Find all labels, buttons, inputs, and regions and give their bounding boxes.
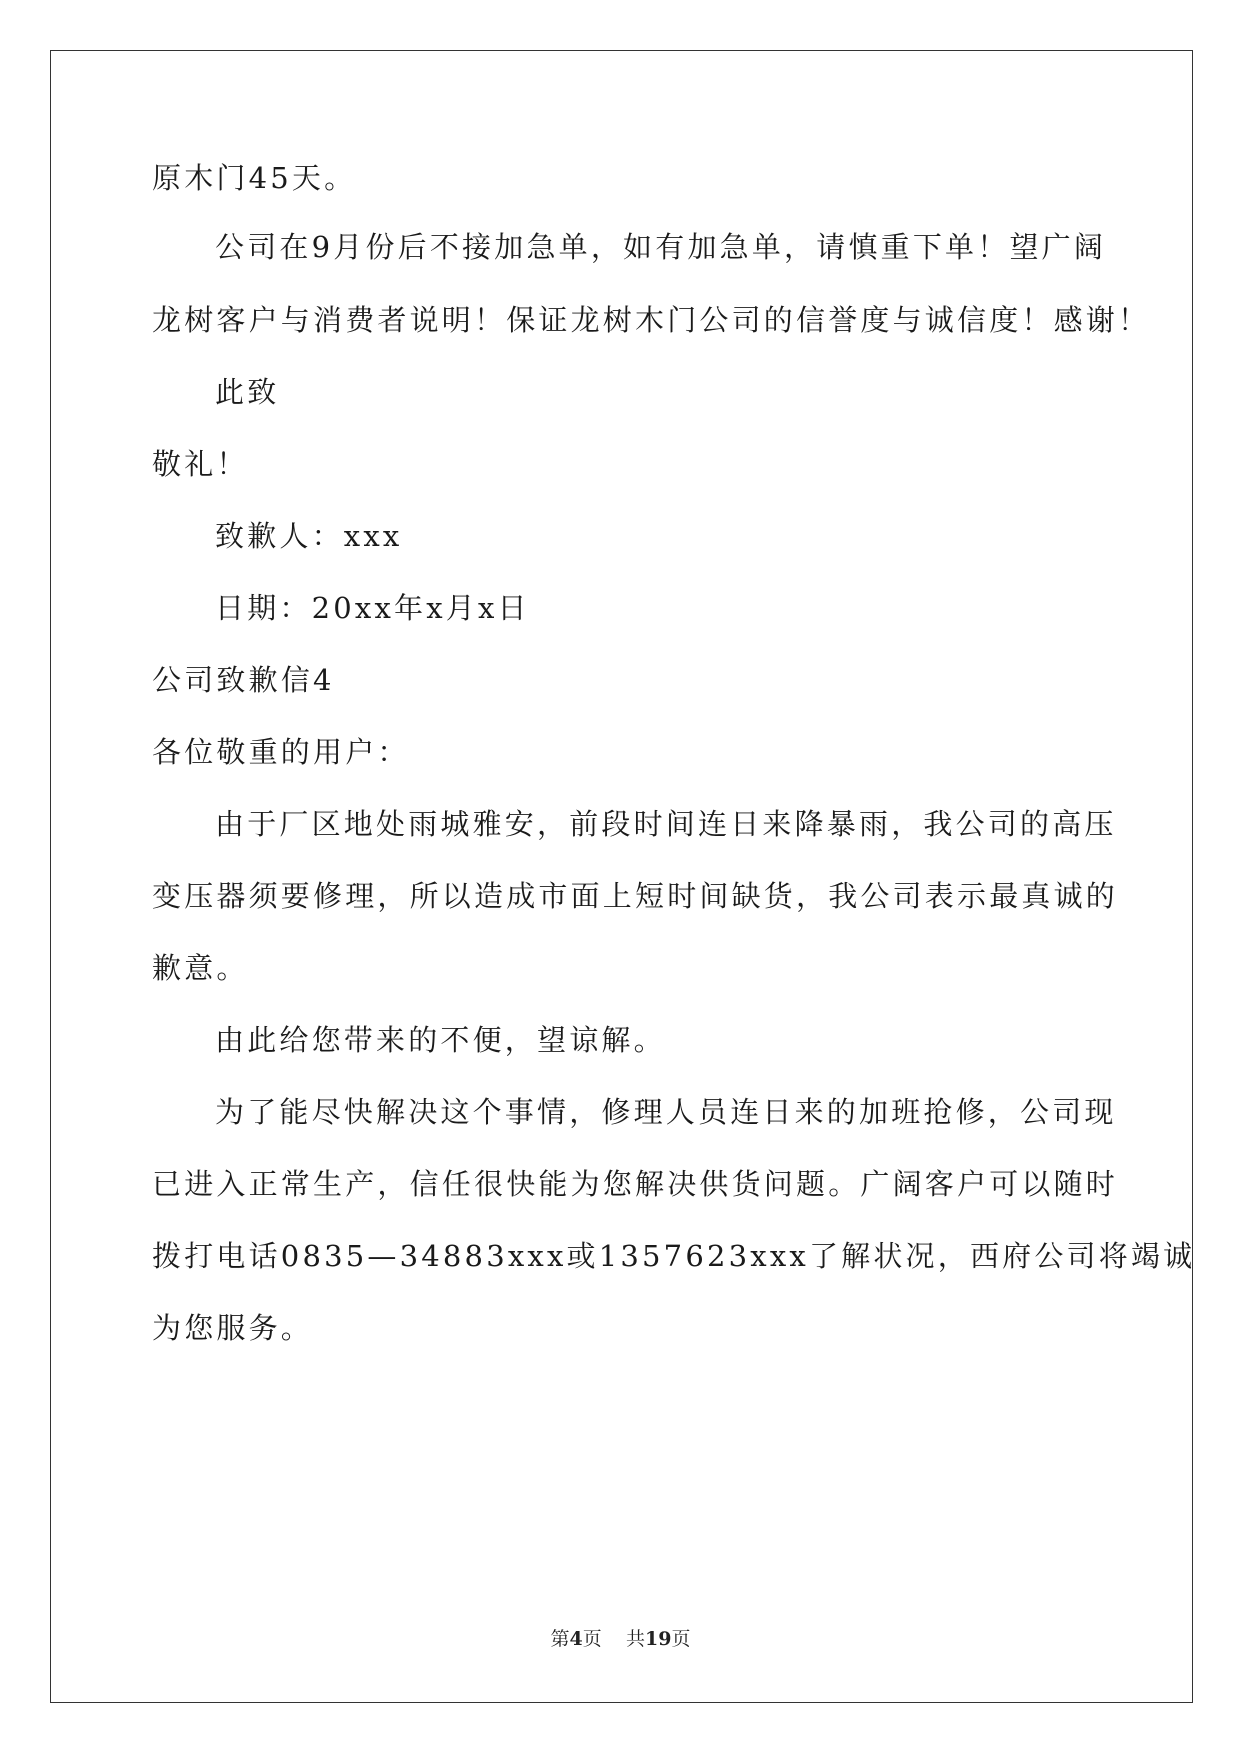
closing-respect: 敬礼！: [152, 447, 249, 481]
page-total: 共19页: [625, 1628, 691, 1650]
closing-salutation: 此致: [215, 375, 280, 409]
signatory-line: 致歉人：xxx: [215, 519, 403, 553]
paragraph-line: 由此给您带来的不便，望谅解。: [215, 1023, 666, 1057]
page-footer: [0, 1627, 1241, 1651]
paragraph-line: 拨打电话0835—34883xxx或1357623xxx了解状况，西府公司将竭诚: [152, 1239, 1196, 1273]
paragraph-line: 公司在9月份后不接加急单，如有加急单，请慎重下单！望广阔: [215, 230, 1107, 264]
paragraph-line: 为了能尽快解决这个事情，修理人员连日来的加班抢修，公司现: [215, 1095, 1117, 1129]
greeting-line: 各位敬重的用户：: [152, 735, 410, 769]
paragraph-line: 为您服务。: [152, 1311, 314, 1345]
paragraph-line: 已进入正常生产，信任很快能为您解决供货问题。广阔客户可以随时: [152, 1167, 1119, 1201]
page-number: 第4页: [550, 1628, 602, 1650]
section-title: 公司致歉信4: [152, 663, 335, 697]
paragraph-line: 由于厂区地处雨城雅安，前段时间连日来降暴雨，我公司的高压: [215, 807, 1117, 841]
date-line: 日期：20xx年x月x日: [215, 591, 530, 625]
paragraph-line: 龙树客户与消费者说明！保证龙树木门公司的信誉度与诚信度！感谢！: [152, 303, 1151, 337]
paragraph-line: 变压器须要修理，所以造成市面上短时间缺货，我公司表示最真诚的: [152, 879, 1119, 913]
paragraph-line: 歉意。: [152, 951, 249, 985]
paragraph-line: 原木门45天。: [152, 161, 357, 195]
